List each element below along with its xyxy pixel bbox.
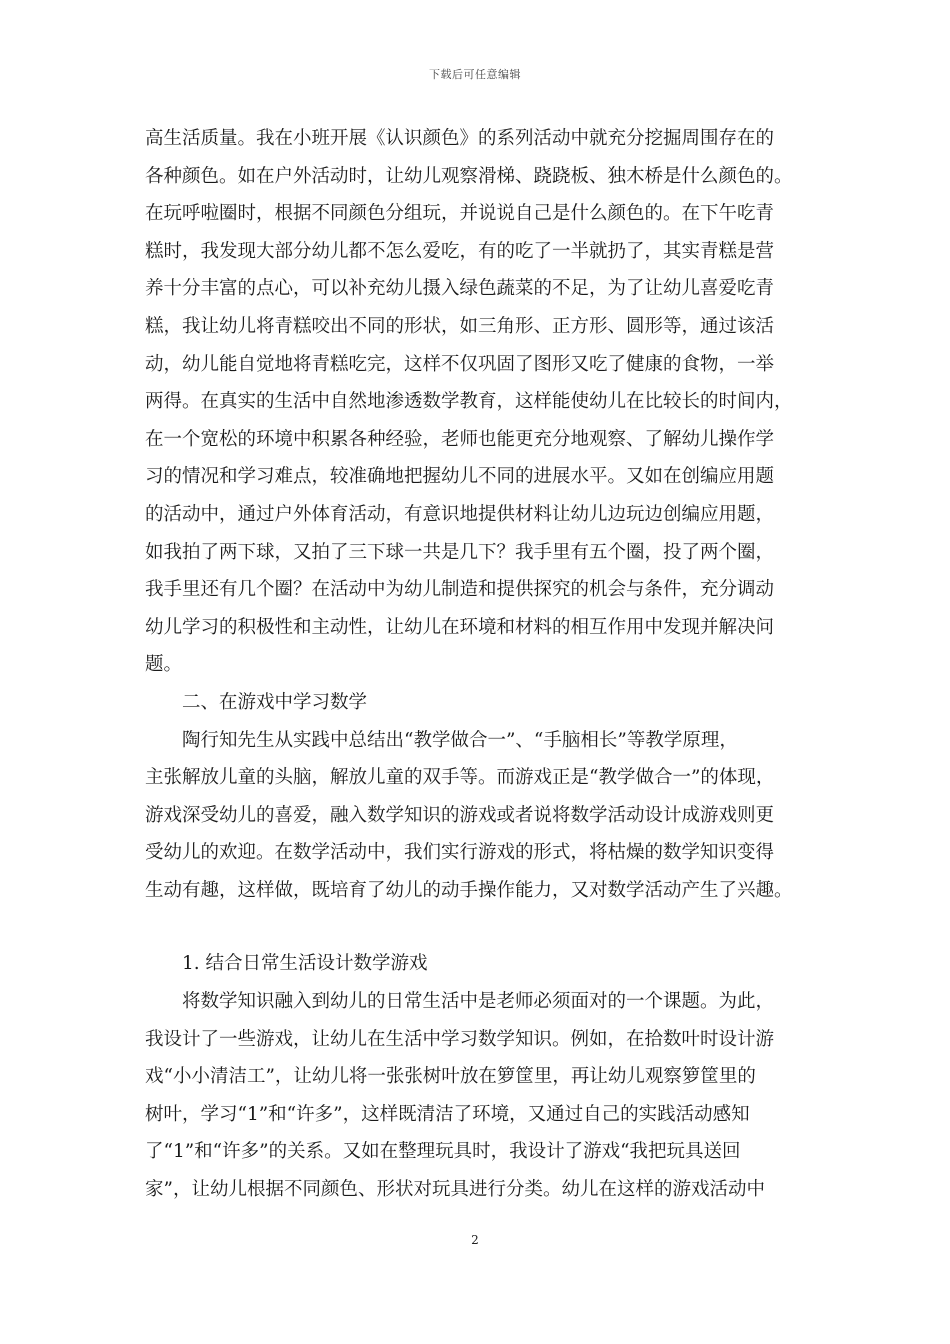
body-text (145, 120, 823, 1209)
text-line: 养十分丰富的点心，可以补充幼儿摄入绿色蔬菜的不足，为了让幼儿喜爱吃青 (145, 278, 775, 300)
text-line: 在一个宽松的环境中积累各种经验，老师也能更充分地观察、了解幼儿操作学 (145, 428, 775, 450)
text-line: 动，幼儿能自觉地将青糕吃完，这样不仅巩固了图形又吃了健康的食物，一举 (145, 353, 775, 375)
text-line: 家”，让幼儿根据不同颜色、形状对玩具进行分类。幼儿在这样的游戏活动中 (145, 1179, 765, 1201)
text-line: 戏“小小清洁工”，让幼儿将一张张树叶放在箩筐里，再让幼儿观察箩筐里的 (145, 1066, 756, 1088)
text-line: 习的情况和学习难点，较准确地把握幼儿不同的进展水平。又如在创编应用题 (145, 466, 775, 488)
text-line: 糕时，我发现大部分幼儿都不怎么爱吃，有的吃了一半就扔了，其实青糕是营 (145, 240, 775, 262)
page-header: 下载后可任意编辑 (429, 68, 521, 81)
text-line: 题。 (145, 654, 183, 676)
text-line: 游戏深受幼儿的喜爱，融入数学知识的游戏或者说将数学活动设计成游戏则更 (145, 804, 775, 826)
text-line: 的活动中，通过户外体育活动，有意识地提供材料让幼儿边玩边创编应用题， (145, 503, 775, 525)
section-heading: 二、在游戏中学习数学 (182, 691, 368, 713)
text-line: 我手里还有几个圈？在活动中为幼儿制造和提供探究的机会与条件，充分调动 (145, 579, 775, 601)
page-number: 2 (471, 1233, 479, 1247)
text-line: 如我拍了两下球，又拍了三下球一共是几下？我手里有五个圈，投了两个圈， (145, 541, 775, 563)
text-line: 受幼儿的欢迎。在数学活动中，我们实行游戏的形式，将枯燥的数学知识变得 (145, 842, 775, 864)
text-line: 树叶，学习“1”和“许多”，这样既清洁了环境，又通过自己的实践活动感知 (145, 1103, 750, 1125)
text-line: 各种颜色。如在户外活动时，让幼儿观察滑梯、跷跷板、独木桥是什么颜色的。 (145, 165, 793, 187)
paragraph-1 (145, 120, 823, 684)
text-line: 糕，我让幼儿将青糕咬出不同的形状，如三角形、正方形、圆形等，通过该活 (145, 315, 775, 337)
text-line: 将数学知识融入到幼儿的日常生活中是老师必须面对的一个课题。为此， (182, 991, 775, 1013)
subsection-heading: 1. 结合日常生活设计数学游戏 (182, 953, 428, 975)
text-line: 在玩呼啦圈时，根据不同颜色分组玩，并说说自己是什么颜色的。在下午吃青 (145, 203, 775, 225)
text-line: 高生活质量。我在小班开展《认识颜色》的系列活动中就充分挖掘周围存在的 (145, 128, 775, 149)
text-line: 两得。在真实的生活中自然地渗透数学教育，这样能使幼儿在比较长的时间内， (145, 391, 793, 413)
text-line: 陶行知先生从实践中总结出“教学做合一”、“手脑相长”等教学原理， (182, 729, 738, 751)
text-line: 幼儿学习的积极性和主动性，让幼儿在环境和材料的相互作用中发现并解决问 (145, 616, 775, 638)
text-line: 我设计了一些游戏，让幼儿在生活中学习数学知识。例如，在拾数叶时设计游 (145, 1028, 775, 1050)
text-line: 生动有趣，这样做，既培育了幼儿的动手操作能力，又对数学活动产生了兴趣。 (145, 879, 793, 901)
paragraph-spacer (145, 909, 823, 945)
text-line: 主张解放儿童的头脑，解放儿童的双手等。而游戏正是“教学做合一”的体现， (145, 767, 775, 789)
paragraph-2 (145, 722, 823, 910)
paragraph-3 (145, 983, 823, 1209)
text-line: 了“1”和“许多”的关系。又如在整理玩具时，我设计了游戏“我把玩具送回 (145, 1141, 741, 1163)
